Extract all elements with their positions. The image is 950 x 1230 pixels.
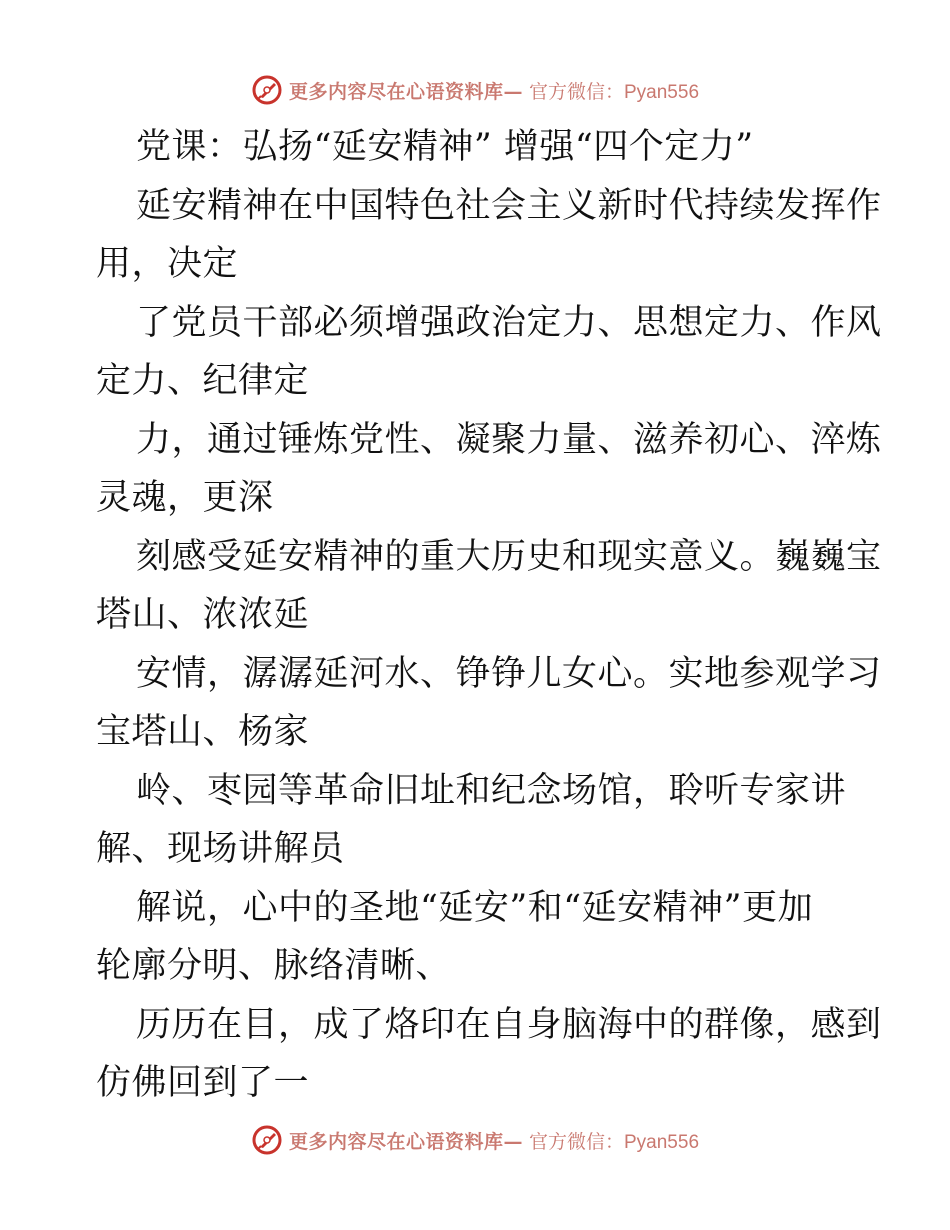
text-line: 岭、枣园等革命旧址和纪念场馆，聆听专家讲 [136,770,847,811]
text-line: 宝塔山、杨家 [96,712,310,752]
text-line: 解说，心中的圣地“延安”和“延安精神”更加 [136,887,814,928]
text-line: 解、现场讲解员 [96,829,345,869]
text-line: 定力、纪律定 [96,361,310,401]
text-line: 刻感受延安精神的重大历史和现实意义。巍巍宝 [136,536,882,577]
text-line: 力，通过锤炼党性、凝聚力量、滋养初心、淬炼 [136,419,882,460]
text-line: 了党员干部必须增强政治定力、思想定力、作风 [136,302,882,343]
banner-text: 更多内容尽在心语资料库— [288,80,523,103]
document-title: 党课：弘扬“延安精神” 增强“四个定力” [136,127,754,167]
banner-wechat: 官方微信：Pyan556 [529,1131,700,1153]
text-line: 历历在目，成了烙印在自身脑海中的群像，感到 [136,1004,882,1045]
banner-text: 更多内容尽在心语资料库— [288,1130,523,1153]
text-line: 用，决定 [96,244,239,284]
quill-pen-circle-logo-icon [251,1124,283,1156]
banner-wechat: 官方微信：Pyan556 [529,81,700,103]
quill-pen-circle-logo-icon [251,74,283,106]
footer-banner [0,1120,950,1160]
text-line: 灵魂，更深 [96,478,274,518]
text-line: 轮廓分明、脉络清晰、 [96,946,452,986]
text-line: 安情，潺潺延河水、铮铮儿女心。实地参观学习 [136,653,882,694]
header-banner [0,70,950,110]
text-line: 延安精神在中国特色社会主义新时代持续发挥作 [136,185,882,226]
text-line: 塔山、浓浓延 [96,595,310,635]
text-line: 仿佛回到了一 [96,1063,310,1103]
document-body [96,118,882,1113]
